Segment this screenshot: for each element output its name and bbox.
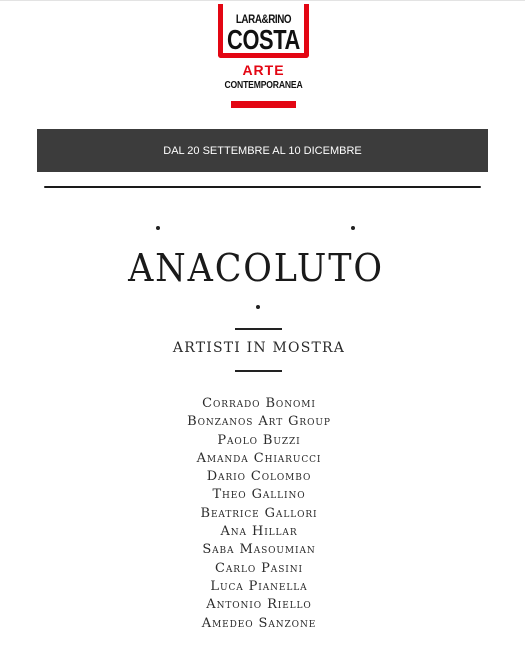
artist-item: Bonzanos Art Group xyxy=(187,414,331,430)
gallery-logo[interactable] xyxy=(216,4,311,108)
artist-item: Amedeo Sanzone xyxy=(201,615,317,631)
exhibition-title: ANACOLUTO xyxy=(128,246,384,290)
artist-item: Antonio Riello xyxy=(206,597,312,613)
subtitle-rule-bottom xyxy=(235,370,282,372)
artist-item: Ana Hillar xyxy=(220,524,298,540)
artist-item: Carlo Pasini xyxy=(215,560,303,576)
artist-item: Luca Pianella xyxy=(210,578,308,594)
date-banner xyxy=(37,129,488,172)
artist-item: Beatrice Gallori xyxy=(200,505,318,521)
decorative-dot-left xyxy=(156,226,160,230)
date-banner-text: DAL 20 SETTEMBRE AL 10 DICEMBRE xyxy=(163,144,362,157)
logo-arte-line: ARTE xyxy=(242,62,285,78)
logo-surname-line: COSTA xyxy=(227,24,300,55)
artist-item: Saba Masoumian xyxy=(202,542,316,558)
artist-item: Theo Gallino xyxy=(212,487,306,503)
artist-list xyxy=(0,395,518,633)
artist-item: Paolo Buzzi xyxy=(217,432,301,448)
logo-contemporanea-line: CONTEMPORANEA xyxy=(224,80,303,91)
decorative-dot-bottom xyxy=(256,305,260,309)
divider-line xyxy=(44,186,481,188)
logo-name-line: LARA&RINO xyxy=(235,12,292,26)
logo-red-bar xyxy=(231,101,296,108)
artist-item: Corrado Bonomi xyxy=(202,396,316,411)
artists-heading: ARTISTI IN MOSTRA xyxy=(172,340,346,356)
artist-item: Amanda Chiarucci xyxy=(196,450,322,466)
decorative-dot-right xyxy=(351,226,355,230)
artist-item: Dario Colombo xyxy=(206,469,312,485)
subtitle-rule-top xyxy=(235,328,282,330)
